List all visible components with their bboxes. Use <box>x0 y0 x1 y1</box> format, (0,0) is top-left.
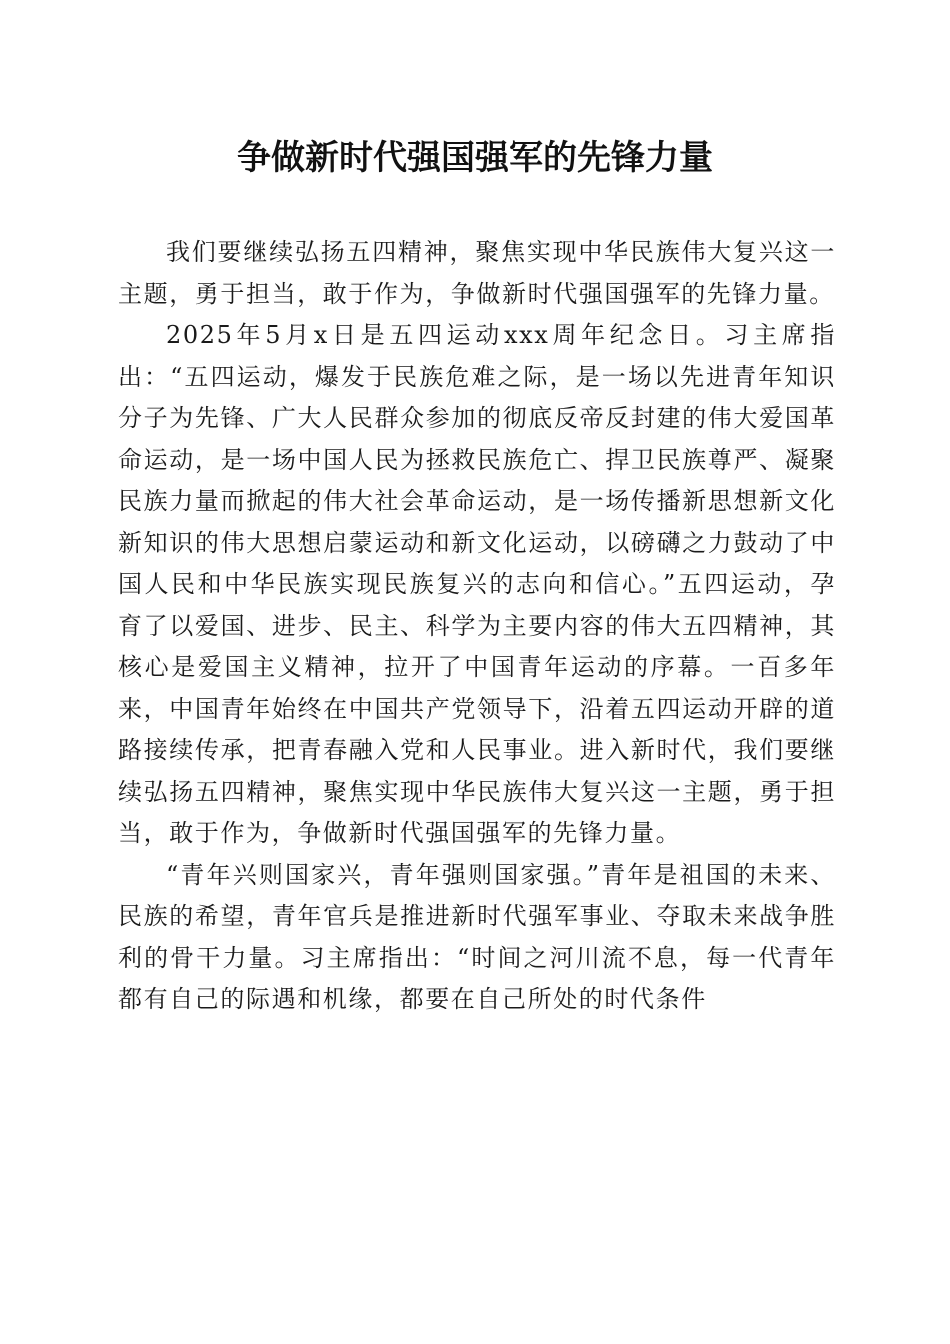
document-body <box>118 232 836 1021</box>
paragraph-1: 我们要继续弘扬五四精神，聚焦实现中华民族伟大复兴这一主题，勇于担当，敢于作为，争做新时代强国强军的先锋力量。 <box>118 238 836 308</box>
document-title: 争做新时代强国强军的先锋力量 <box>237 138 713 178</box>
paragraph-3: “青年兴则国家兴，青年强则国家强。”青年是祖国的未来、民族的希望，青年官兵是推进新时代强军事业、夺取未来战争胜利的骨干力量。习主席指出：“时间之河川流不息，每一代青年都有自己的际遇和机缘，都要在自己所处的时代条件 <box>118 860 836 1013</box>
paragraph-2: 2025年5月x日是五四运动xxx周年纪念日。习主席指出：“五四运动，爆发于民族危难之际，是一场以先进青年知识分子为先锋、广大人民群众参加的彻底反帝反封建的伟大爱国革命运动，是一场中国人民为拯救民族危亡、捍卫民族尊严、凝聚民族力量而掀起的伟大社会革命运动，是一场传播新思想新文化新知识的伟大思想启蒙运动和新文化运动，以磅礴之力鼓动了中国人民和中华民族实现民族复兴的志向和信心。”五四运动，孕育了以爱国、进步、民主、科学为主要内容的伟大五四精神，其核心是爱国主义精神，拉开了中国青年运动的序幕。一百多年来，中国青年始终在中国共产党领导下，沿着五四运动开辟的道路接续传承，把青春融入党和人民事业。进入新时代，我们要继续弘扬五四精神，聚焦实现中华民族伟大复兴这一主题，勇于担当，敢于作为，争做新时代强国强军的先锋力量。 <box>118 321 836 847</box>
